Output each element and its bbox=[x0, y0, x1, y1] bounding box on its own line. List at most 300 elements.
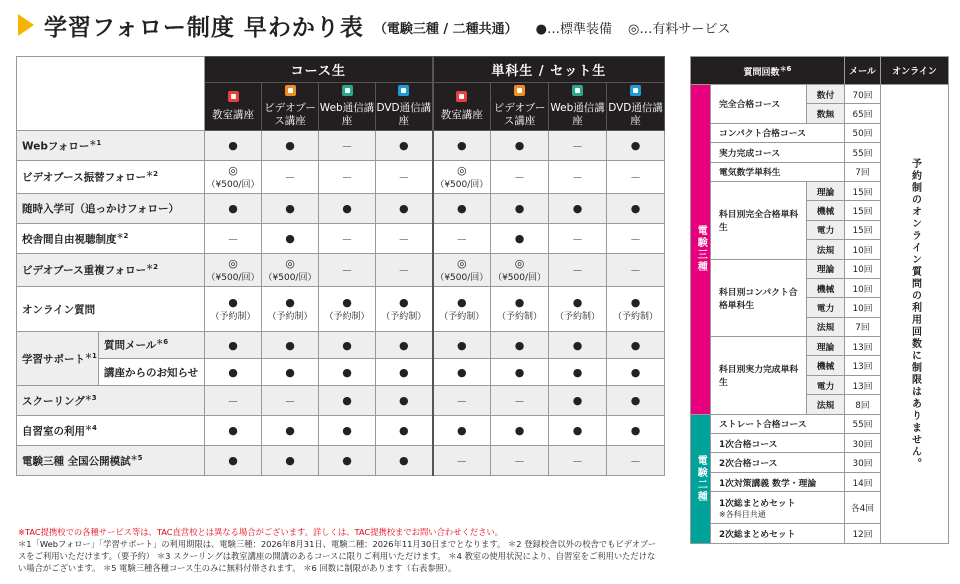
cell-mark: － bbox=[456, 394, 468, 408]
column-header bbox=[549, 83, 607, 131]
cell-note: （予約制） bbox=[613, 312, 659, 322]
table-cell bbox=[433, 161, 491, 194]
cell-mark: － bbox=[341, 264, 353, 277]
column-header bbox=[205, 83, 262, 131]
table-cell bbox=[262, 446, 319, 476]
course-name: 2次合格コース bbox=[711, 453, 845, 472]
table-cell bbox=[549, 359, 607, 386]
table-cell bbox=[319, 359, 376, 386]
table-cell bbox=[319, 386, 376, 416]
mail-count: 55回 bbox=[845, 143, 881, 162]
column-header bbox=[376, 83, 433, 131]
table-cell bbox=[262, 416, 319, 446]
category-sanshu: 電験三種 bbox=[691, 85, 711, 415]
legend-paid: ◎…有料サービス bbox=[628, 21, 731, 37]
table-cell bbox=[376, 386, 433, 416]
cell-mark: ● bbox=[228, 424, 238, 437]
course-name: 科目別実力完成単科生 bbox=[711, 337, 807, 415]
cell-mark: － bbox=[398, 264, 410, 277]
cell-mark: ● bbox=[630, 338, 641, 352]
cell-mark: ◎ bbox=[514, 257, 525, 270]
row-label: ビデオブース振替フォロー$^{*2}$ bbox=[17, 161, 205, 194]
cell-mark: － bbox=[341, 139, 353, 153]
table-cell bbox=[549, 287, 607, 332]
table-cell bbox=[549, 416, 607, 446]
cell-mark: ● bbox=[514, 202, 525, 215]
table-cell bbox=[549, 131, 607, 161]
cell-mark: － bbox=[514, 454, 526, 468]
table-cell bbox=[491, 386, 549, 416]
classroom-icon bbox=[456, 91, 467, 102]
cell-mark: － bbox=[572, 454, 584, 468]
cell-mark: － bbox=[456, 454, 468, 468]
table-cell bbox=[205, 446, 262, 476]
cell-mark: ● bbox=[228, 454, 238, 467]
cell-mark: ● bbox=[285, 232, 295, 245]
mail-count: 55回 bbox=[845, 414, 881, 433]
mail-count: 15回 bbox=[845, 220, 881, 239]
footnote-text: ＊1「Webフォロー」「学習サポート」の利用期限は、電験三種：2026年8月31日、電験二種：2026年11月30日までとなります。 ＊2 登録校舎以外の校舎でもビデオブースをご利用いただけます。（要予約） ＊3 スクーリングは教室講座の開講のあるコースに限りご利用いただけます。 ＊4 教室の使用状況により、自習室をご利用いただけない場合がございます。 ＊5 電験三種各種コース生のみに無料付帯されます。 ＊6 回数に制限があります（右表参照）。 bbox=[18, 539, 657, 574]
cell-mark: ● bbox=[398, 365, 409, 379]
table-cell bbox=[607, 386, 665, 416]
mail-count: 50回 bbox=[845, 123, 881, 142]
mail-count: 14回 bbox=[845, 472, 881, 491]
page-title: 学習フォロー制度 早わかり表 bbox=[44, 14, 364, 41]
table-cell bbox=[262, 332, 319, 359]
table-cell bbox=[491, 254, 549, 287]
subject-label: 理論 bbox=[807, 337, 845, 356]
course-name: 実力完成コース bbox=[711, 143, 845, 162]
question-count-table bbox=[690, 56, 949, 544]
mail-count: 15回 bbox=[845, 201, 881, 220]
table-cell bbox=[376, 194, 433, 224]
subject-label: 電力 bbox=[807, 298, 845, 317]
table-row bbox=[17, 359, 665, 386]
table-cell bbox=[433, 359, 491, 386]
mail-count: 10回 bbox=[845, 298, 881, 317]
table-cell bbox=[262, 224, 319, 254]
row-label: 学習サポート$^{*1}$ bbox=[17, 332, 99, 386]
table-cell bbox=[607, 332, 665, 359]
question-row bbox=[691, 85, 949, 104]
mail-count: 8回 bbox=[845, 395, 881, 414]
footnotes bbox=[18, 526, 658, 574]
cell-mark: ● bbox=[572, 424, 583, 437]
cell-note: （¥500/回） bbox=[263, 273, 317, 283]
table-cell bbox=[205, 386, 262, 416]
cell-mark: ◎ bbox=[228, 164, 238, 177]
mail-count: 30回 bbox=[845, 453, 881, 472]
table-cell bbox=[491, 131, 549, 161]
cell-mark: － bbox=[341, 171, 353, 184]
course-name: 1次合格コース bbox=[711, 434, 845, 453]
course-name: 2次総まとめセット bbox=[711, 524, 845, 543]
table-cell bbox=[491, 287, 549, 332]
cell-mark: ● bbox=[342, 365, 352, 379]
table-cell bbox=[491, 194, 549, 224]
table-cell bbox=[549, 386, 607, 416]
cell-mark: ● bbox=[456, 202, 467, 215]
table-cell bbox=[433, 254, 491, 287]
cell-mark: － bbox=[398, 232, 410, 246]
mail-count: 7回 bbox=[845, 162, 881, 181]
column-header bbox=[491, 83, 549, 131]
cell-mark: ● bbox=[456, 139, 467, 152]
table-cell bbox=[491, 359, 549, 386]
cell-mark: ● bbox=[456, 365, 467, 379]
cell-mark: ● bbox=[342, 338, 352, 352]
cell-note: （予約制） bbox=[555, 312, 601, 322]
page-subtitle: （電験三種 / 二種共通） bbox=[373, 21, 518, 37]
web-icon bbox=[342, 85, 353, 96]
cell-mark: － bbox=[227, 394, 239, 408]
cell-note: （予約制） bbox=[497, 312, 543, 322]
subject-label: 機械 bbox=[807, 356, 845, 375]
table-cell bbox=[319, 224, 376, 254]
legend bbox=[536, 18, 731, 37]
web-icon bbox=[572, 85, 583, 96]
cell-mark: ● bbox=[398, 139, 409, 152]
table-cell bbox=[205, 161, 262, 194]
mail-count: 13回 bbox=[845, 356, 881, 375]
table-cell bbox=[549, 161, 607, 194]
cell-mark: ● bbox=[398, 424, 409, 437]
video-booth-icon bbox=[514, 85, 525, 96]
row-label: 校舎間自由視聴制度$^{*2}$ bbox=[17, 224, 205, 254]
subject-label: 理論 bbox=[807, 259, 845, 278]
table-cell bbox=[607, 416, 665, 446]
cell-mark: ● bbox=[456, 338, 467, 352]
table-cell bbox=[205, 254, 262, 287]
column-label: ビデオブース講座 bbox=[493, 101, 546, 128]
table-cell bbox=[319, 194, 376, 224]
cell-mark: ◎ bbox=[285, 257, 295, 270]
question-count-header: 質問回数$^{*6}$ bbox=[691, 57, 845, 85]
classroom-icon bbox=[228, 91, 239, 102]
table-corner bbox=[17, 57, 205, 131]
column-header bbox=[319, 83, 376, 131]
group-course-header: コース生 bbox=[205, 57, 433, 83]
row-label: オンライン質問 bbox=[17, 287, 205, 332]
subject-label: 数付 bbox=[807, 85, 845, 104]
cell-mark: ● bbox=[285, 424, 295, 437]
column-label: 教室講座 bbox=[212, 108, 254, 121]
cell-mark: ◎ bbox=[456, 257, 467, 270]
table-cell bbox=[549, 224, 607, 254]
dvd-icon bbox=[630, 85, 641, 96]
subject-label: 法規 bbox=[807, 395, 845, 414]
cell-mark: ● bbox=[630, 202, 641, 215]
table-cell bbox=[205, 332, 262, 359]
column-label: Web通信講座 bbox=[319, 101, 375, 128]
column-label: Web通信講座 bbox=[550, 101, 605, 128]
cell-mark: ● bbox=[572, 202, 583, 215]
table-row bbox=[17, 254, 665, 287]
course-name: コンパクト合格コース bbox=[711, 123, 845, 142]
mail-count: 13回 bbox=[845, 337, 881, 356]
table-cell bbox=[376, 224, 433, 254]
table-cell bbox=[549, 446, 607, 476]
table-cell bbox=[205, 359, 262, 386]
cell-mark: ● bbox=[285, 202, 295, 215]
table-cell bbox=[491, 332, 549, 359]
subject-label: 機械 bbox=[807, 278, 845, 297]
cell-mark: － bbox=[456, 232, 468, 246]
table-cell bbox=[549, 254, 607, 287]
cell-mark: ● bbox=[342, 394, 352, 407]
table-cell bbox=[319, 254, 376, 287]
cell-note: （予約制） bbox=[324, 312, 370, 322]
cell-mark: ● bbox=[456, 424, 467, 437]
cell-mark: ● bbox=[342, 296, 352, 309]
table-row bbox=[17, 446, 665, 476]
row-sublabel: 講座からのお知らせ bbox=[99, 359, 205, 386]
cell-mark: － bbox=[227, 232, 239, 246]
arrow-icon bbox=[18, 14, 34, 36]
cell-mark: － bbox=[630, 171, 642, 184]
cell-mark: ● bbox=[285, 454, 295, 467]
cell-mark: ● bbox=[228, 338, 238, 352]
table-cell bbox=[433, 416, 491, 446]
cell-note: （予約制） bbox=[381, 312, 427, 322]
cell-note: （予約制） bbox=[439, 312, 485, 322]
row-label: 電験三種 全国公開模試$^{*5}$ bbox=[17, 446, 205, 476]
row-label: 自習室の利用$^{*4}$ bbox=[17, 416, 205, 446]
table-row bbox=[17, 161, 665, 194]
table-cell bbox=[607, 161, 665, 194]
table-row bbox=[17, 416, 665, 446]
column-header bbox=[262, 83, 319, 131]
table-cell bbox=[549, 194, 607, 224]
table-cell bbox=[607, 446, 665, 476]
subject-label: 電力 bbox=[807, 220, 845, 239]
table-cell bbox=[433, 224, 491, 254]
footnote-red: ※TAC提携校での各種サービス等は、TAC直営校とは異なる場合がございます。詳しくは、TAC提携校までお問い合わせください。 bbox=[18, 527, 503, 537]
course-name: 科目別コンパクト合格単科生 bbox=[711, 259, 807, 337]
row-label: Webフォロー$^{*1}$ bbox=[17, 131, 205, 161]
table-cell bbox=[376, 359, 433, 386]
mail-count: 65回 bbox=[845, 104, 881, 123]
cell-mark: ● bbox=[572, 394, 583, 407]
table-cell bbox=[319, 416, 376, 446]
row-label: スクーリング$^{*3}$ bbox=[17, 386, 205, 416]
cell-mark: － bbox=[341, 232, 353, 246]
cell-mark: ● bbox=[228, 139, 238, 152]
mail-count: 12回 bbox=[845, 524, 881, 543]
mail-count: 7回 bbox=[845, 317, 881, 336]
cell-mark: ● bbox=[342, 454, 352, 467]
group-single-header: 単科生 / セット生 bbox=[433, 57, 665, 83]
cell-note: （¥500/回） bbox=[206, 273, 260, 283]
table-cell bbox=[433, 287, 491, 332]
table-cell bbox=[433, 332, 491, 359]
legend-standard: ●…標準装備 bbox=[535, 21, 613, 37]
subject-label: 法規 bbox=[807, 317, 845, 336]
dvd-icon bbox=[398, 85, 409, 96]
table-cell bbox=[491, 446, 549, 476]
table-cell bbox=[205, 194, 262, 224]
video-booth-icon bbox=[285, 85, 296, 96]
cell-mark: ● bbox=[398, 394, 409, 407]
cell-note: （予約制） bbox=[210, 312, 256, 322]
table-cell bbox=[433, 446, 491, 476]
table-cell bbox=[491, 416, 549, 446]
cell-mark: ● bbox=[342, 424, 352, 437]
table-row bbox=[17, 224, 665, 254]
cell-note: （¥500/回） bbox=[206, 180, 260, 190]
cell-mark: ● bbox=[514, 139, 525, 152]
course-name: 科目別完全合格単科生 bbox=[711, 181, 807, 259]
cell-mark: ● bbox=[572, 296, 583, 309]
cell-mark: ● bbox=[572, 365, 583, 379]
column-header bbox=[607, 83, 665, 131]
page-header bbox=[18, 8, 730, 42]
cell-mark: － bbox=[572, 264, 584, 277]
table-cell bbox=[205, 287, 262, 332]
online-header: オンライン bbox=[881, 57, 949, 85]
cell-mark: ● bbox=[285, 338, 295, 352]
table-cell bbox=[319, 287, 376, 332]
cell-mark: ● bbox=[285, 139, 295, 152]
cell-mark: ● bbox=[342, 202, 352, 215]
table-cell bbox=[549, 332, 607, 359]
table-cell bbox=[607, 194, 665, 224]
table-cell bbox=[491, 224, 549, 254]
table-cell bbox=[376, 161, 433, 194]
mail-count: 15回 bbox=[845, 181, 881, 200]
table-cell bbox=[262, 386, 319, 416]
table-row bbox=[17, 131, 665, 161]
table-cell bbox=[433, 131, 491, 161]
table-cell bbox=[262, 161, 319, 194]
mail-count: 10回 bbox=[845, 278, 881, 297]
subject-label: 電力 bbox=[807, 375, 845, 394]
table-cell bbox=[262, 254, 319, 287]
cell-mark: ◎ bbox=[456, 164, 467, 177]
cell-mark: ● bbox=[398, 338, 409, 352]
cell-mark: ● bbox=[456, 296, 467, 309]
cell-mark: ● bbox=[514, 338, 525, 352]
cell-mark: ● bbox=[514, 296, 525, 309]
mail-count: 各4回 bbox=[845, 492, 881, 524]
online-note: 予約制のオンライン質問の利用回数に制限はありません。 bbox=[881, 85, 949, 544]
cell-mark: － bbox=[284, 394, 296, 408]
cell-note: （¥500/回） bbox=[435, 180, 489, 190]
cell-mark: ◎ bbox=[228, 257, 238, 270]
cell-note: （¥500/回） bbox=[493, 273, 547, 283]
cell-mark: ● bbox=[228, 296, 238, 309]
table-cell bbox=[376, 416, 433, 446]
cell-note: （¥500/回） bbox=[435, 273, 489, 283]
table-cell bbox=[319, 161, 376, 194]
course-name: 1次総まとめセット ※各科目共通 bbox=[711, 492, 845, 524]
mail-count: 30回 bbox=[845, 434, 881, 453]
cell-mark: ● bbox=[514, 232, 525, 245]
cell-mark: － bbox=[630, 232, 642, 246]
mail-count: 13回 bbox=[845, 375, 881, 394]
category-nishu: 電験二種 bbox=[691, 414, 711, 543]
table-cell bbox=[433, 194, 491, 224]
mail-count: 70回 bbox=[845, 85, 881, 104]
subject-label: 機械 bbox=[807, 201, 845, 220]
table-cell bbox=[491, 161, 549, 194]
column-label: DVD通信講座 bbox=[376, 101, 432, 128]
table-cell bbox=[607, 359, 665, 386]
cell-mark: ● bbox=[398, 296, 409, 309]
cell-mark: ● bbox=[630, 139, 641, 152]
table-cell bbox=[376, 332, 433, 359]
row-label: ビデオブース重複フォロー$^{*2}$ bbox=[17, 254, 205, 287]
table-cell bbox=[607, 287, 665, 332]
table-row bbox=[17, 287, 665, 332]
course-name: 完全合格コース bbox=[711, 85, 807, 124]
table-cell bbox=[205, 416, 262, 446]
cell-mark: ● bbox=[514, 365, 525, 379]
course-name: 電気数学単科生 bbox=[711, 162, 845, 181]
cell-mark: ● bbox=[228, 365, 238, 379]
table-cell bbox=[433, 386, 491, 416]
table-cell bbox=[262, 131, 319, 161]
cell-mark: － bbox=[514, 171, 526, 184]
row-sublabel: 質問メール$^{*6}$ bbox=[99, 332, 205, 359]
course-name: ストレート合格コース bbox=[711, 414, 845, 433]
cell-mark: ● bbox=[630, 365, 641, 379]
subject-label: 数無 bbox=[807, 104, 845, 123]
table-row bbox=[17, 332, 665, 359]
table-cell bbox=[319, 332, 376, 359]
follow-system-table bbox=[16, 56, 665, 476]
cell-mark: ● bbox=[398, 202, 409, 215]
subject-label: 理論 bbox=[807, 181, 845, 200]
column-label: DVD通信講座 bbox=[608, 101, 663, 128]
table-cell bbox=[376, 254, 433, 287]
column-label: ビデオブース講座 bbox=[264, 101, 316, 128]
cell-mark: ● bbox=[398, 454, 409, 467]
table-cell bbox=[319, 446, 376, 476]
cell-mark: ● bbox=[285, 365, 295, 379]
table-cell bbox=[205, 224, 262, 254]
mail-count: 10回 bbox=[845, 240, 881, 259]
table-row bbox=[17, 386, 665, 416]
table-cell bbox=[376, 287, 433, 332]
cell-mark: － bbox=[398, 171, 410, 184]
cell-mark: ● bbox=[285, 296, 295, 309]
cell-mark: ● bbox=[630, 394, 641, 407]
cell-mark: － bbox=[630, 264, 642, 277]
table-cell bbox=[262, 194, 319, 224]
column-header bbox=[433, 83, 491, 131]
row-label: 随時入学可（追っかけフォロー） bbox=[17, 194, 205, 224]
table-cell bbox=[376, 131, 433, 161]
cell-note: （予約制） bbox=[267, 312, 313, 322]
course-name: 1次対策講義 数学・理論 bbox=[711, 472, 845, 491]
table-cell bbox=[607, 254, 665, 287]
cell-mark: ● bbox=[630, 296, 641, 309]
table-cell bbox=[205, 131, 262, 161]
table-cell bbox=[607, 224, 665, 254]
mail-count: 10回 bbox=[845, 259, 881, 278]
cell-mark: － bbox=[572, 139, 584, 153]
cell-mark: ● bbox=[228, 202, 238, 215]
mail-header: メール bbox=[845, 57, 881, 85]
table-cell bbox=[607, 131, 665, 161]
cell-mark: ● bbox=[514, 424, 525, 437]
cell-mark: － bbox=[514, 394, 526, 408]
table-cell bbox=[262, 359, 319, 386]
cell-mark: ● bbox=[630, 424, 641, 437]
table-row bbox=[17, 194, 665, 224]
subject-label: 法規 bbox=[807, 240, 845, 259]
